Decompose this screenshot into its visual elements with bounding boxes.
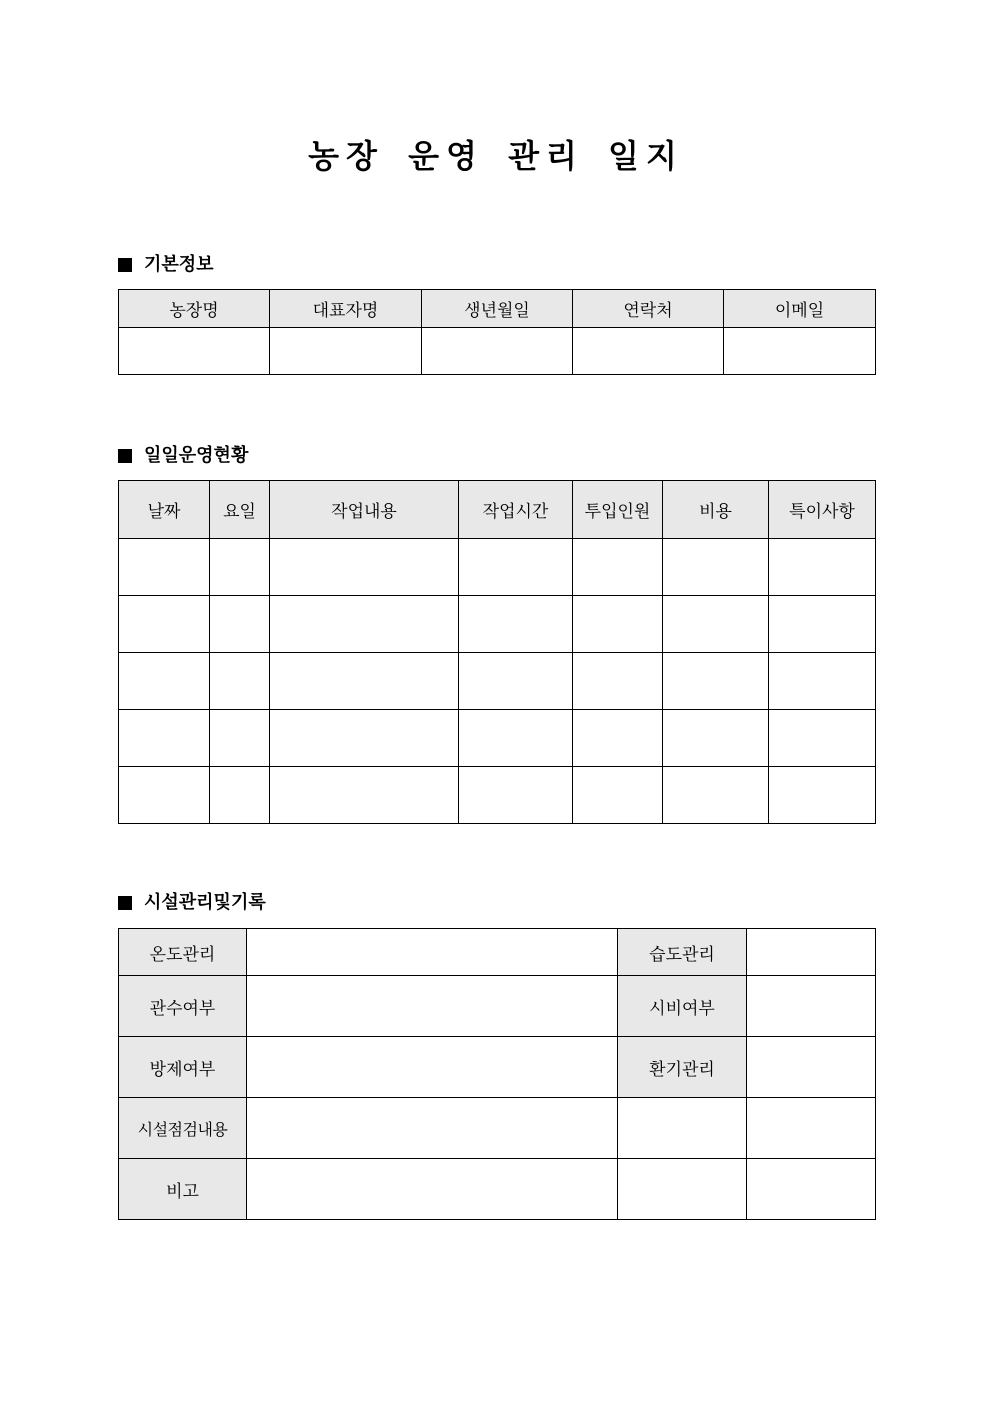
personnel-cell[interactable] bbox=[573, 596, 663, 653]
row-label-remarks: 비고 bbox=[119, 1159, 247, 1220]
column-header-personnel: 투입인원 bbox=[573, 481, 663, 539]
representative-field[interactable] bbox=[270, 328, 422, 375]
date-cell[interactable] bbox=[119, 653, 210, 710]
section-heading-facility-label: 시설관리및기록 bbox=[144, 892, 266, 913]
notes-cell[interactable] bbox=[769, 710, 876, 767]
cost-cell[interactable] bbox=[663, 767, 769, 824]
weekday-cell[interactable] bbox=[210, 767, 270, 824]
inspection-extra-value-field[interactable] bbox=[747, 1098, 876, 1159]
work-hours-cell[interactable] bbox=[459, 767, 573, 824]
work-hours-cell[interactable] bbox=[459, 539, 573, 596]
square-bullet-icon bbox=[118, 258, 132, 272]
column-header-email: 이메일 bbox=[724, 290, 876, 328]
personnel-cell[interactable] bbox=[573, 653, 663, 710]
humidity-field[interactable] bbox=[747, 929, 876, 976]
work-hours-cell[interactable] bbox=[459, 710, 573, 767]
row-label-humidity: 습도관리 bbox=[618, 929, 747, 976]
date-cell[interactable] bbox=[119, 767, 210, 824]
row-label-temperature: 온도관리 bbox=[119, 929, 247, 976]
table-row bbox=[119, 767, 876, 824]
column-header-notes: 특이사항 bbox=[769, 481, 876, 539]
work-content-cell[interactable] bbox=[270, 767, 459, 824]
row-label-inspection: 시설점검내용 bbox=[119, 1098, 247, 1159]
basic-info-table bbox=[118, 289, 876, 375]
column-header-contact: 연락처 bbox=[573, 290, 724, 328]
date-cell[interactable] bbox=[119, 596, 210, 653]
work-content-cell[interactable] bbox=[270, 653, 459, 710]
remarks-field[interactable] bbox=[247, 1159, 618, 1220]
column-header-work-hours: 작업시간 bbox=[459, 481, 573, 539]
farm-name-field[interactable] bbox=[119, 328, 270, 375]
row-label-fertilization: 시비여부 bbox=[618, 976, 747, 1037]
daily-operations-table bbox=[118, 480, 876, 824]
row-label-pest-control: 방제여부 bbox=[119, 1037, 247, 1098]
table-row bbox=[119, 976, 876, 1037]
remarks-extra-value-field[interactable] bbox=[747, 1159, 876, 1220]
column-header-weekday: 요일 bbox=[210, 481, 270, 539]
cost-cell[interactable] bbox=[663, 596, 769, 653]
work-hours-cell[interactable] bbox=[459, 653, 573, 710]
remarks-extra-field[interactable] bbox=[618, 1159, 747, 1220]
table-row bbox=[119, 710, 876, 767]
table-row bbox=[119, 596, 876, 653]
table-row bbox=[119, 653, 876, 710]
contact-field[interactable] bbox=[573, 328, 724, 375]
temperature-field[interactable] bbox=[247, 929, 618, 976]
inspection-field[interactable] bbox=[247, 1098, 618, 1159]
date-cell[interactable] bbox=[119, 710, 210, 767]
cost-cell[interactable] bbox=[663, 539, 769, 596]
column-header-birthdate: 생년월일 bbox=[422, 290, 573, 328]
square-bullet-icon bbox=[118, 449, 132, 463]
table-row bbox=[119, 539, 876, 596]
row-label-ventilation: 환기관리 bbox=[618, 1037, 747, 1098]
page-title: 농장 운영 관리 일지 bbox=[308, 137, 684, 175]
cost-cell[interactable] bbox=[663, 653, 769, 710]
column-header-date: 날짜 bbox=[119, 481, 210, 539]
weekday-cell[interactable] bbox=[210, 596, 270, 653]
table-row bbox=[119, 1159, 876, 1220]
table-row bbox=[119, 1037, 876, 1098]
notes-cell[interactable] bbox=[769, 767, 876, 824]
irrigation-field[interactable] bbox=[247, 976, 618, 1037]
table-row bbox=[119, 929, 876, 976]
square-bullet-icon bbox=[118, 896, 132, 910]
personnel-cell[interactable] bbox=[573, 710, 663, 767]
column-header-representative: 대표자명 bbox=[270, 290, 422, 328]
notes-cell[interactable] bbox=[769, 596, 876, 653]
weekday-cell[interactable] bbox=[210, 539, 270, 596]
weekday-cell[interactable] bbox=[210, 653, 270, 710]
work-content-cell[interactable] bbox=[270, 539, 459, 596]
work-hours-cell[interactable] bbox=[459, 596, 573, 653]
birthdate-field[interactable] bbox=[422, 328, 573, 375]
email-field[interactable] bbox=[724, 328, 876, 375]
section-heading-daily bbox=[118, 444, 248, 468]
ventilation-field[interactable] bbox=[747, 1037, 876, 1098]
cost-cell[interactable] bbox=[663, 710, 769, 767]
personnel-cell[interactable] bbox=[573, 767, 663, 824]
work-content-cell[interactable] bbox=[270, 596, 459, 653]
column-header-work-content: 작업내용 bbox=[270, 481, 459, 539]
column-header-cost: 비용 bbox=[663, 481, 769, 539]
pest-control-field[interactable] bbox=[247, 1037, 618, 1098]
facility-management-table bbox=[118, 928, 876, 1220]
section-heading-daily-label: 일일운영현황 bbox=[144, 445, 249, 466]
fertilization-field[interactable] bbox=[747, 976, 876, 1037]
section-heading-basic-label: 기본정보 bbox=[144, 254, 214, 275]
date-cell[interactable] bbox=[119, 539, 210, 596]
personnel-cell[interactable] bbox=[573, 539, 663, 596]
section-heading-facility bbox=[118, 891, 266, 915]
notes-cell[interactable] bbox=[769, 653, 876, 710]
weekday-cell[interactable] bbox=[210, 710, 270, 767]
section-heading-basic bbox=[118, 253, 214, 277]
inspection-extra-field[interactable] bbox=[618, 1098, 747, 1159]
notes-cell[interactable] bbox=[769, 539, 876, 596]
column-header-farm-name: 농장명 bbox=[119, 290, 270, 328]
work-content-cell[interactable] bbox=[270, 710, 459, 767]
row-label-irrigation: 관수여부 bbox=[119, 976, 247, 1037]
table-row bbox=[119, 1098, 876, 1159]
